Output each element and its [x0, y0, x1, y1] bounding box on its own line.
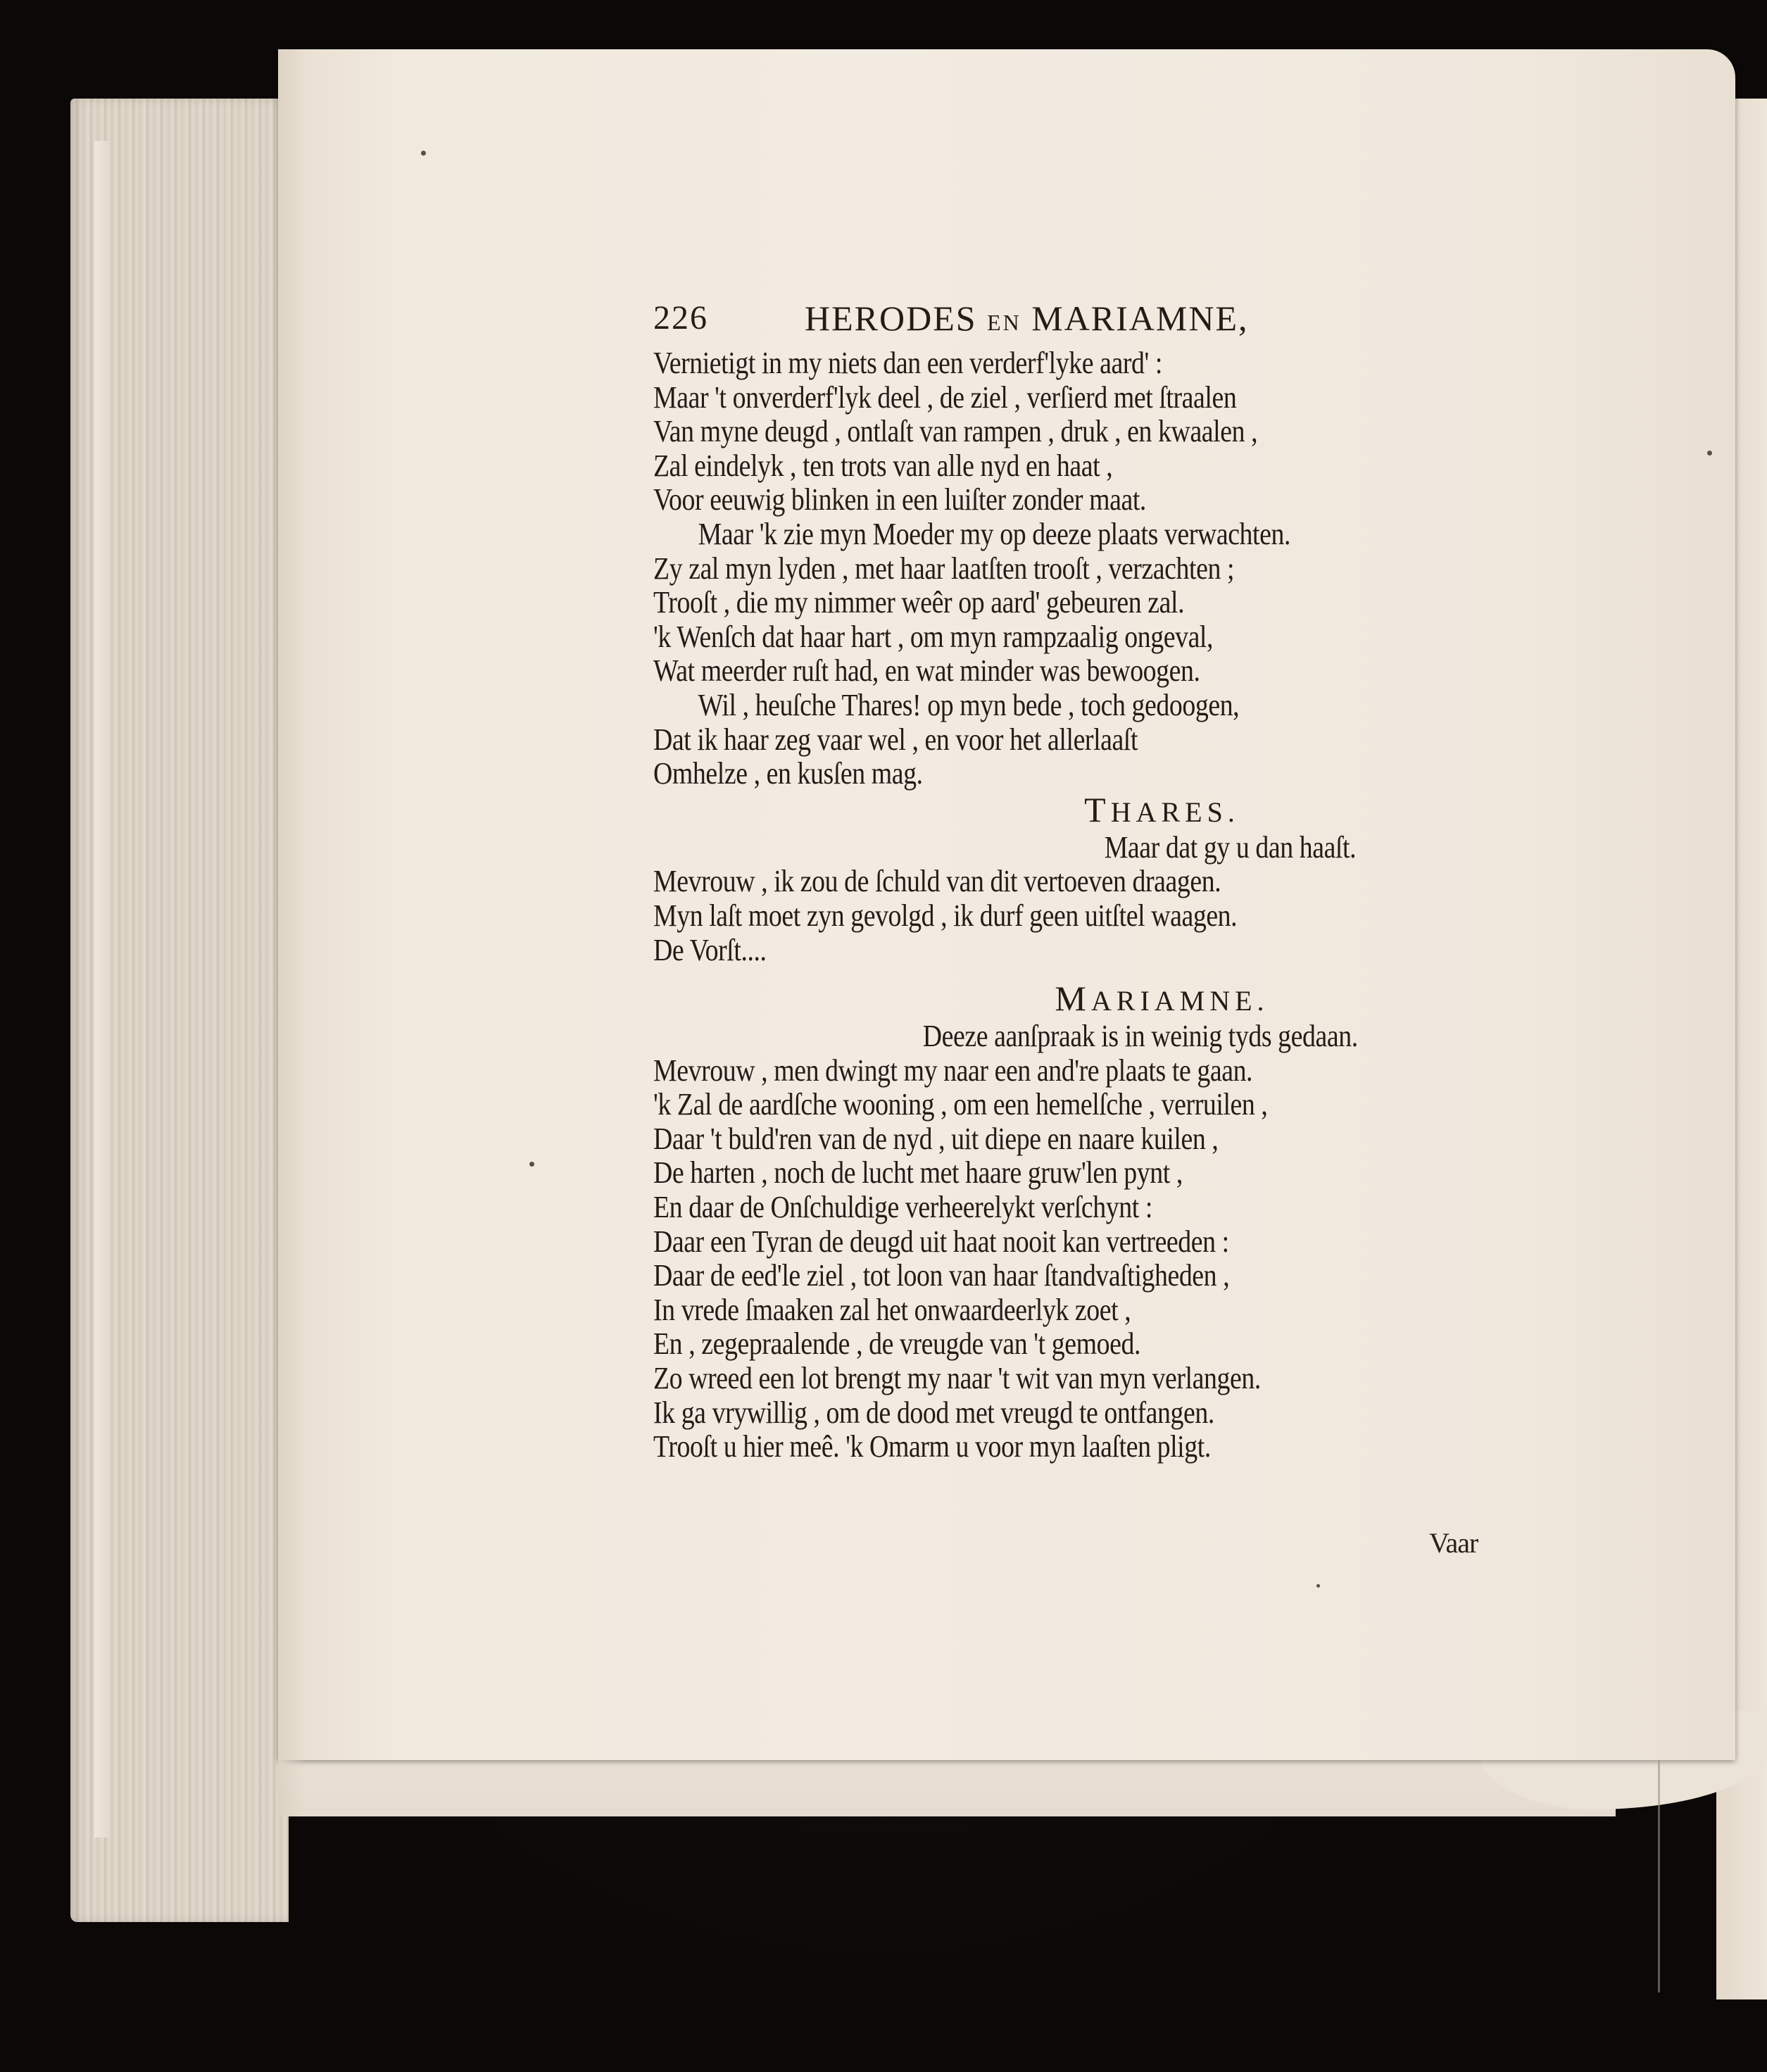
verse-line: Wil , heuſche Thares! op myn bede , toch gedoogen,	[698, 687, 1240, 722]
verse-group-1	[653, 346, 1519, 791]
verse-line: Wat meerder ruſt had, en wat minder was bewoogen.	[653, 653, 1200, 689]
verse-line: In vrede ſmaaken zal het onwaardeerlyk zoet ,	[653, 1292, 1131, 1327]
verse-line: De Vorſt....	[653, 932, 767, 967]
page-text	[653, 290, 1519, 1464]
verse-group-3	[653, 1019, 1519, 1464]
speaker-heading-thares	[653, 791, 1519, 831]
verse-line: Myn laſt moet zyn gevolgd , ik durf geen uitſtel waagen.	[653, 898, 1238, 933]
verse-line: Omhelze , en kusſen mag.	[653, 756, 923, 791]
verse-line: Daar de eed'le ziel , tot loon van haar ſtandvaſtigheden ,	[653, 1258, 1230, 1293]
page-number: 226	[653, 299, 708, 337]
verse-line: Daar een Tyran de deugd uit haat nooit kan vertreeden :	[653, 1224, 1229, 1259]
verse-line: Voor eeuwig blinken in een luiſter zonder maat.	[653, 482, 1146, 517]
verse-line: Daar 't buld'ren van de nyd , uit diepe en naare kuilen ,	[653, 1121, 1219, 1156]
verse-line: Ik ga vrywillig , om de dood met vreugd te ontfangen.	[653, 1395, 1214, 1430]
verse-line: Vernietigt in my niets dan een verderf'lyke aard' :	[653, 346, 1163, 380]
speaker-initial: T	[1084, 789, 1111, 829]
verse-line: Trooſt , die my nimmer weêr op aard' gebeuren zal.	[653, 585, 1185, 620]
speaker-heading-mariamne	[653, 980, 1519, 1019]
verse-line: En , zegepraalende , de vreugde van 't gemoed.	[653, 1326, 1141, 1362]
verse-line: Maar 'k zie myn Moeder my op deeze plaats verwachten.	[698, 516, 1291, 551]
title-part-1: HERODES	[805, 299, 977, 338]
verse-line: Zal eindelyk , ten trots van alle nyd en haat ,	[653, 448, 1113, 483]
verse-line: Zy zal myn lyden , met haar laatſten trooſt , verzachten ;	[653, 551, 1235, 586]
running-title	[805, 290, 1249, 351]
verse-line: Dat ik haar zeg vaar wel , en voor het allerlaaſt	[653, 722, 1138, 757]
verse-line: De harten , noch de lucht met haare gruw'len pynt ,	[653, 1155, 1183, 1191]
book-page-edges	[70, 99, 289, 1922]
verse-line: Mevrouw , men dwingt my naar een and're plaats te gaan.	[653, 1053, 1253, 1088]
verse-line: Maar dat gy u dan haaſt.	[1104, 829, 1357, 865]
verse-line: Deeze aanſpraak is in weinig tyds gedaan.	[922, 1019, 1358, 1054]
speaker-name-rest: ARIAMNE.	[1090, 985, 1269, 1017]
speaker-name-rest: HARES.	[1110, 796, 1240, 828]
verse-line: Zo wreed een lot brengt my naar 't wit van myn verlangen.	[653, 1361, 1261, 1396]
verse-line: 'k Wenſch dat haar hart , om myn rampzaalig ongeval,	[653, 619, 1214, 654]
speaker-initial: M	[1055, 979, 1091, 1019]
verse-line: Van myne deugd , ontlaſt van rampen , druk , en kwaalen ,	[653, 414, 1258, 449]
title-part-2: MARIAMNE,	[1031, 299, 1249, 338]
page-fold-line	[1658, 1760, 1660, 1992]
verse-line: 'k Zal de aardſche wooning , om een hemelſche , verruilen ,	[653, 1087, 1268, 1122]
verse-group-2	[653, 831, 1519, 967]
catchword: Vaar	[1429, 1527, 1478, 1559]
verse-line: Maar 't onverderf'lyk deel , de ziel , verſierd met ſtraalen	[653, 379, 1237, 415]
page-shadow	[278, 49, 306, 1816]
title-conjunction: EN	[987, 310, 1021, 335]
verse-line: En daar de Onſchuldige verheerelykt verſchynt :	[653, 1190, 1152, 1225]
running-head	[653, 290, 1519, 346]
verse-line: Trooſt u hier meê. 'k Omarm u voor myn laaſten pligt.	[653, 1429, 1211, 1464]
verse-line: Mevrouw , ik zou de ſchuld van dit vertoeven draagen.	[653, 864, 1221, 899]
